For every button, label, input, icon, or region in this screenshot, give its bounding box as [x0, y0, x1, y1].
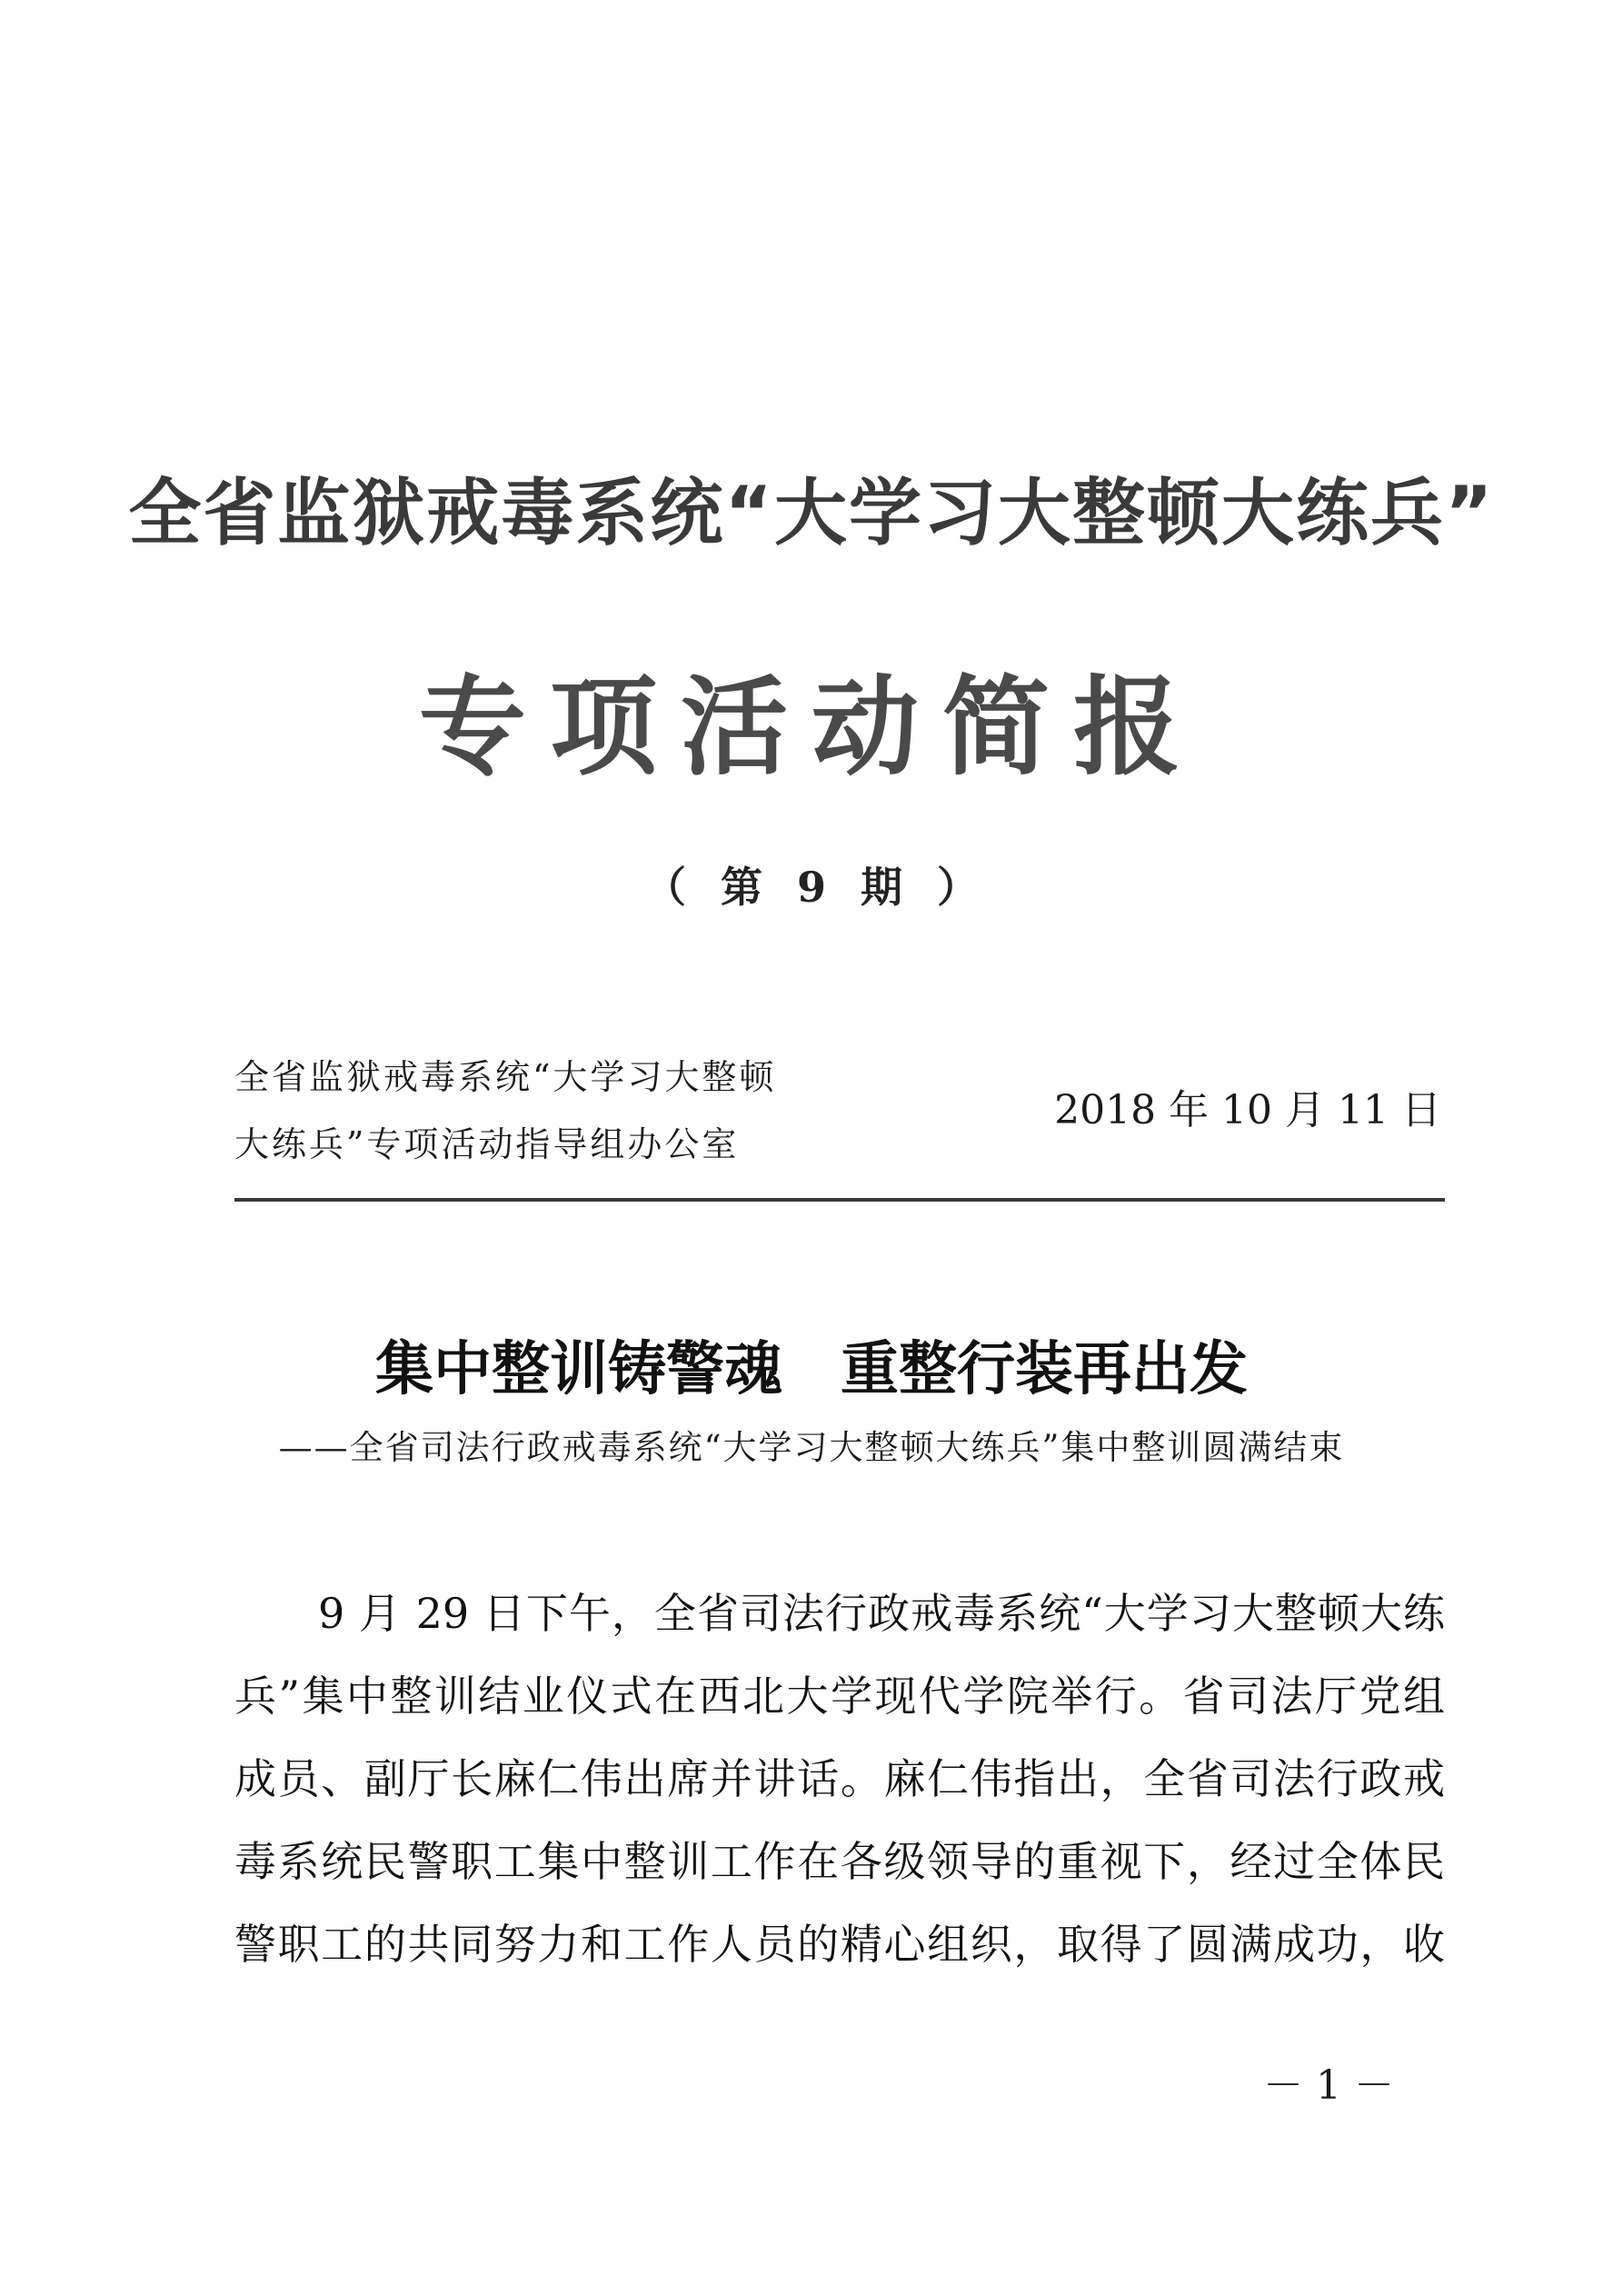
body-line: 警职工的共同努力和工作人员的精心组织，取得了圆满成功，收: [234, 1920, 1445, 1969]
bulletin-title-line2: 专项活动简报: [418, 664, 1204, 790]
issuer-line1: 全省监狱戒毒系统“大学习大整顿: [234, 1057, 777, 1097]
body-line: 成员、副厅长麻仁伟出席并讲话。麻仁伟指出，全省司法行政戒: [234, 1754, 1445, 1803]
issue-date: 2018 年 10 月 11 日: [1054, 1087, 1441, 1133]
body-line: 毒系统民警职工集中整训工作在各级领导的重视下，经过全体民: [234, 1837, 1445, 1886]
bulletin-title-line1: 全省监狱戒毒系统“大学习大整顿大练兵”: [128, 471, 1495, 555]
body-line: 兵”集中整训结业仪式在西北大学现代学院举行。省司法厅党组: [234, 1672, 1445, 1721]
body-line: 9 月 29 日下午，全省司法行政戒毒系统“大学习大整顿大练: [318, 1589, 1445, 1638]
article-body: [234, 1572, 1445, 1986]
issue-number: （ 第 9 期 ）: [643, 863, 980, 912]
page-number: － 1 －: [1263, 2062, 1394, 2109]
header-divider: [234, 1198, 1445, 1202]
issuer-line2: 大练兵”专项活动指导组办公室: [234, 1124, 740, 1164]
issuer-block: [234, 1043, 776, 1178]
article-title: 集中整训铸警魂 重整行装再出发: [375, 1336, 1248, 1403]
article-subtitle: ——全省司法行政戒毒系统“大学习大整顿大练兵”集中整训圆满结束: [278, 1428, 1345, 1467]
